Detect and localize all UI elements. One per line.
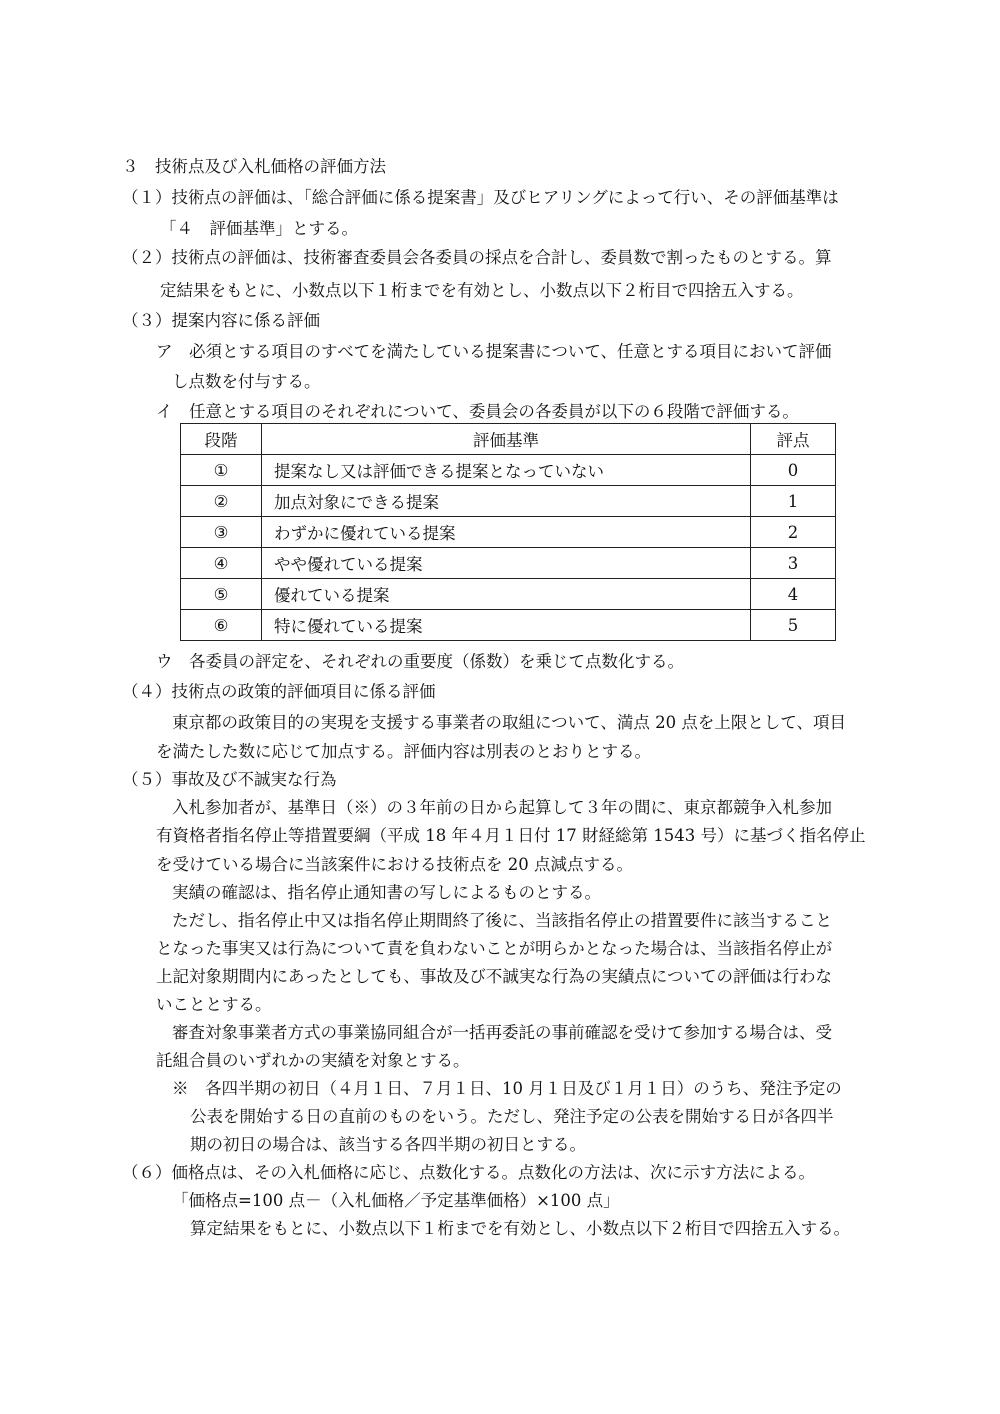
score-cell: 0 [751, 455, 836, 486]
section-heading: ３ 技術点及び入札価格の評価方法 [122, 157, 386, 176]
item-2-line-1: （２）技術点の評価は、技術審査委員会各委員の採点を合計し、委員数で割ったものとする。算 [122, 248, 832, 267]
item-5-note-line-3: 期の初日の場合は、該当する各四半期の初日とする。 [190, 1135, 586, 1154]
criteria-cell: わずかに優れている提案 [262, 517, 751, 548]
table-row [181, 548, 836, 579]
item-5-para-3-line-2: となった事実又は行為について責を負わないことが明らかとなった場合は、当該指名停止が [156, 939, 833, 958]
table-row [181, 579, 836, 610]
level-cell: ⑥ [181, 610, 262, 641]
item-5-para-4-line-2: 託組合員のいずれかの実績を対象とする。 [156, 1051, 470, 1070]
item-5-para-1-line-3: を受けている場合に当該案件における技術点を 20 点減点する。 [156, 855, 633, 874]
item-4-line-1: 東京都の政策目的の実現を支援する事業者の取組について、満点 20 点を上限として、項目 [172, 713, 846, 732]
level-cell: ⑤ [181, 579, 262, 610]
item-4-title: （４）技術点の政策的評価項目に係る評価 [122, 682, 436, 701]
item-5-title: （５）事故及び不誠実な行為 [122, 770, 337, 789]
criteria-cell: やや優れている提案 [262, 548, 751, 579]
header-criteria: 評価基準 [262, 424, 751, 455]
item-1-line-2: 「４ 評価基準」とする。 [160, 219, 358, 238]
level-cell: ④ [181, 548, 262, 579]
table-header-row [181, 424, 836, 455]
item-5-para-2: 実績の確認は、指名停止通知書の写しによるものとする。 [172, 883, 601, 902]
item-1-line-1: （１）技術点の評価は、「総合評価に係る提案書」及びヒアリングによって行い、その評価基準は [122, 188, 839, 207]
criteria-cell: 加点対象にできる提案 [262, 486, 751, 517]
level-cell: ① [181, 455, 262, 486]
score-cell: 2 [751, 517, 836, 548]
item-3-a-line-1: ア 必須とする項目のすべてを満たしている提案書について、任意とする項目において評価 [156, 342, 832, 361]
header-level: 段階 [181, 424, 262, 455]
item-6-note: 算定結果をもとに、小数点以下１桁までを有効とし、小数点以下２桁目で四捨五入する。 [190, 1219, 850, 1238]
score-cell: 1 [751, 486, 836, 517]
item-5-para-4-line-1: 審査対象事業者方式の事業協同組合が一括再委託の事前確認を受けて参加する場合は、受 [172, 1023, 832, 1042]
header-score: 評点 [751, 424, 836, 455]
score-cell: 4 [751, 579, 836, 610]
evaluation-table [180, 423, 836, 641]
item-5-para-3-line-1: ただし、指名停止中又は指名停止期間終了後に、当該指名停止の措置要件に該当すること [172, 911, 832, 930]
item-2-line-2: 定結果をもとに、小数点以下１桁までを有効とし、小数点以下２桁目で四捨五入する。 [160, 281, 804, 300]
price-formula: 「価格点=100 点－（入札価格／予定基準価格）×100 点」 [172, 1191, 620, 1210]
level-cell: ② [181, 486, 262, 517]
item-3-u: ウ 各委員の評定を、それぞれの重要度（係数）を乗じて点数化する。 [156, 652, 684, 671]
table-row [181, 610, 836, 641]
item-5-para-1-line-2: 有資格者指名停止等措置要綱（平成 18 年４月１日付 17 財経総第 1543 号）に基づく指名停止 [156, 826, 866, 845]
item-6-title: （６）価格点は、その入札価格に応じ、点数化する。点数化の方法は、次に示す方法による。 [122, 1163, 815, 1182]
criteria-cell: 特に優れている提案 [262, 610, 751, 641]
score-cell: 3 [751, 548, 836, 579]
level-cell: ③ [181, 517, 262, 548]
item-5-para-3-line-4: いこととする。 [156, 995, 272, 1014]
table-row [181, 517, 836, 548]
item-5-para-1-line-1: 入札参加者が、基準日（※）の３年前の日から起算して３年の間に、東京都競争入札参加 [172, 798, 832, 817]
item-3-title: （３）提案内容に係る評価 [122, 311, 320, 330]
item-5-note-line-1: ※ 各四半期の初日（４月１日、７月１日、10 月１日及び１月１日）のうち、発注予定の [172, 1079, 842, 1098]
item-4-line-2: を満たした数に応じて加点する。評価内容は別表のとおりとする。 [156, 742, 651, 761]
table-row [181, 455, 836, 486]
item-5-note-line-2: 公表を開始する日の直前のものをいう。ただし、発注予定の公表を開始する日が各四半 [190, 1107, 834, 1126]
table-row [181, 486, 836, 517]
score-cell: 5 [751, 610, 836, 641]
item-5-para-3-line-3: 上記対象期間内にあったとしても、事故及び不誠実な行為の実績点についての評価は行わな [156, 967, 833, 986]
item-3-a-line-2: し点数を付与する。 [172, 372, 321, 391]
criteria-cell: 優れている提案 [262, 579, 751, 610]
criteria-cell: 提案なし又は評価できる提案となっていない [262, 455, 751, 486]
item-3-i: イ 任意とする項目のそれぞれについて、委員会の各委員が以下の６段階で評価する。 [156, 402, 799, 421]
